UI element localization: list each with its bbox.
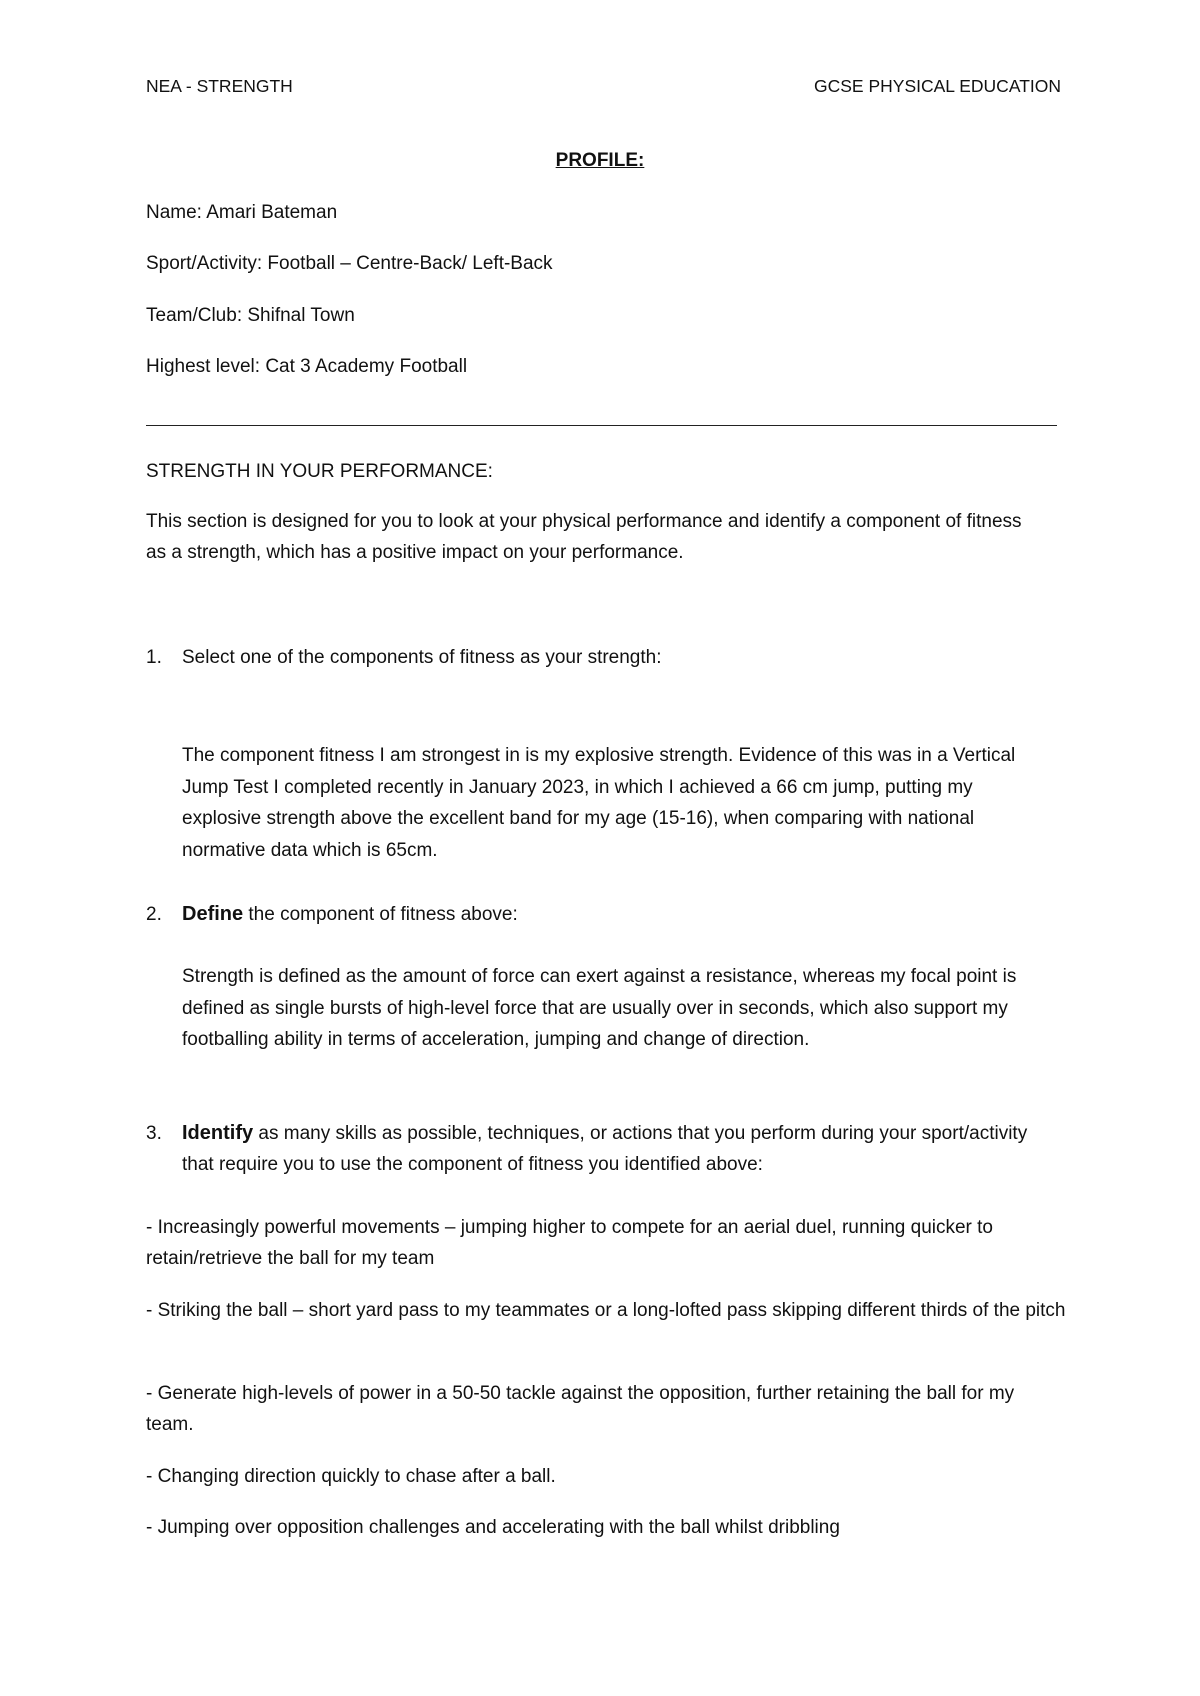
question-3-prompt [182, 1118, 1032, 1180]
header-right: GCSE PHYSICAL EDUCATION [814, 76, 1061, 96]
profile-sport: Sport/Activity: Football – Centre-Back/ Left-Back [146, 253, 553, 274]
header-left: NEA - STRENGTH [146, 76, 293, 96]
question-2-number: 2. [146, 904, 162, 925]
skill-item-5: - Jumping over opposition challenges and accelerating with the ball whilst dribbling [146, 1517, 840, 1538]
section-divider [146, 425, 1057, 426]
question-2-text: the component of fitness above: [243, 904, 518, 925]
question-3-number: 3. [146, 1123, 162, 1144]
question-2-prompt [182, 899, 1062, 930]
question-3-keyword: Identify [182, 1122, 254, 1144]
profile-title: PROFILE: [555, 150, 645, 171]
profile-name: Name: Amari Bateman [146, 202, 338, 223]
question-3-text: as many skills as possible, techniques, or actions that you perform during your sport/activity that require you to use the component of fitness you identified above: [182, 1123, 1028, 1175]
profile-level: Highest level: Cat 3 Academy Football [146, 356, 468, 377]
question-2-keyword: Define [182, 903, 244, 925]
skill-item-1: - Increasingly powerful movements – jumping higher to compete for an aerial duel, running quicker to retain/retrieve the ball for my team [146, 1217, 994, 1269]
skill-item-2: - Striking the ball – short yard pass to my teammates or a long-lofted pass skipping different thirds of the pitch [146, 1300, 1066, 1321]
profile-team: Team/Club: Shifnal Town [146, 305, 355, 326]
skill-item-4: - Changing direction quickly to chase after a ball. [146, 1466, 556, 1487]
strength-heading: STRENGTH IN YOUR PERFORMANCE: [146, 461, 493, 482]
skill-item-3: - Generate high-levels of power in a 50-50 tackle against the opposition, further retaining the ball for my team. [146, 1383, 1015, 1435]
strength-intro: This section is designed for you to look at your physical performance and identify a component of fitness as a strength, which has a positive impact on your performance. [146, 511, 1022, 563]
question-1-text: Select one of the components of fitness as your strength: [182, 647, 662, 668]
question-1-answer: The component fitness I am strongest in is my explosive strength. Evidence of this was in a Vertical Jump Test I completed recently in January 2023, in which I achieved a 66 cm jump, putting my explosive strength above the excellent band for my age (15-16), when comparing with national normative data which is 65cm. [182, 745, 1016, 861]
question-1-number: 1. [146, 647, 162, 668]
question-2-answer: Strength is defined as the amount of force can exert against a resistance, whereas my focal point is defined as single bursts of high-level force that are usually over in seconds, which also support my footballing ability in terms of acceleration, jumping and change of direction. [182, 966, 1017, 1050]
